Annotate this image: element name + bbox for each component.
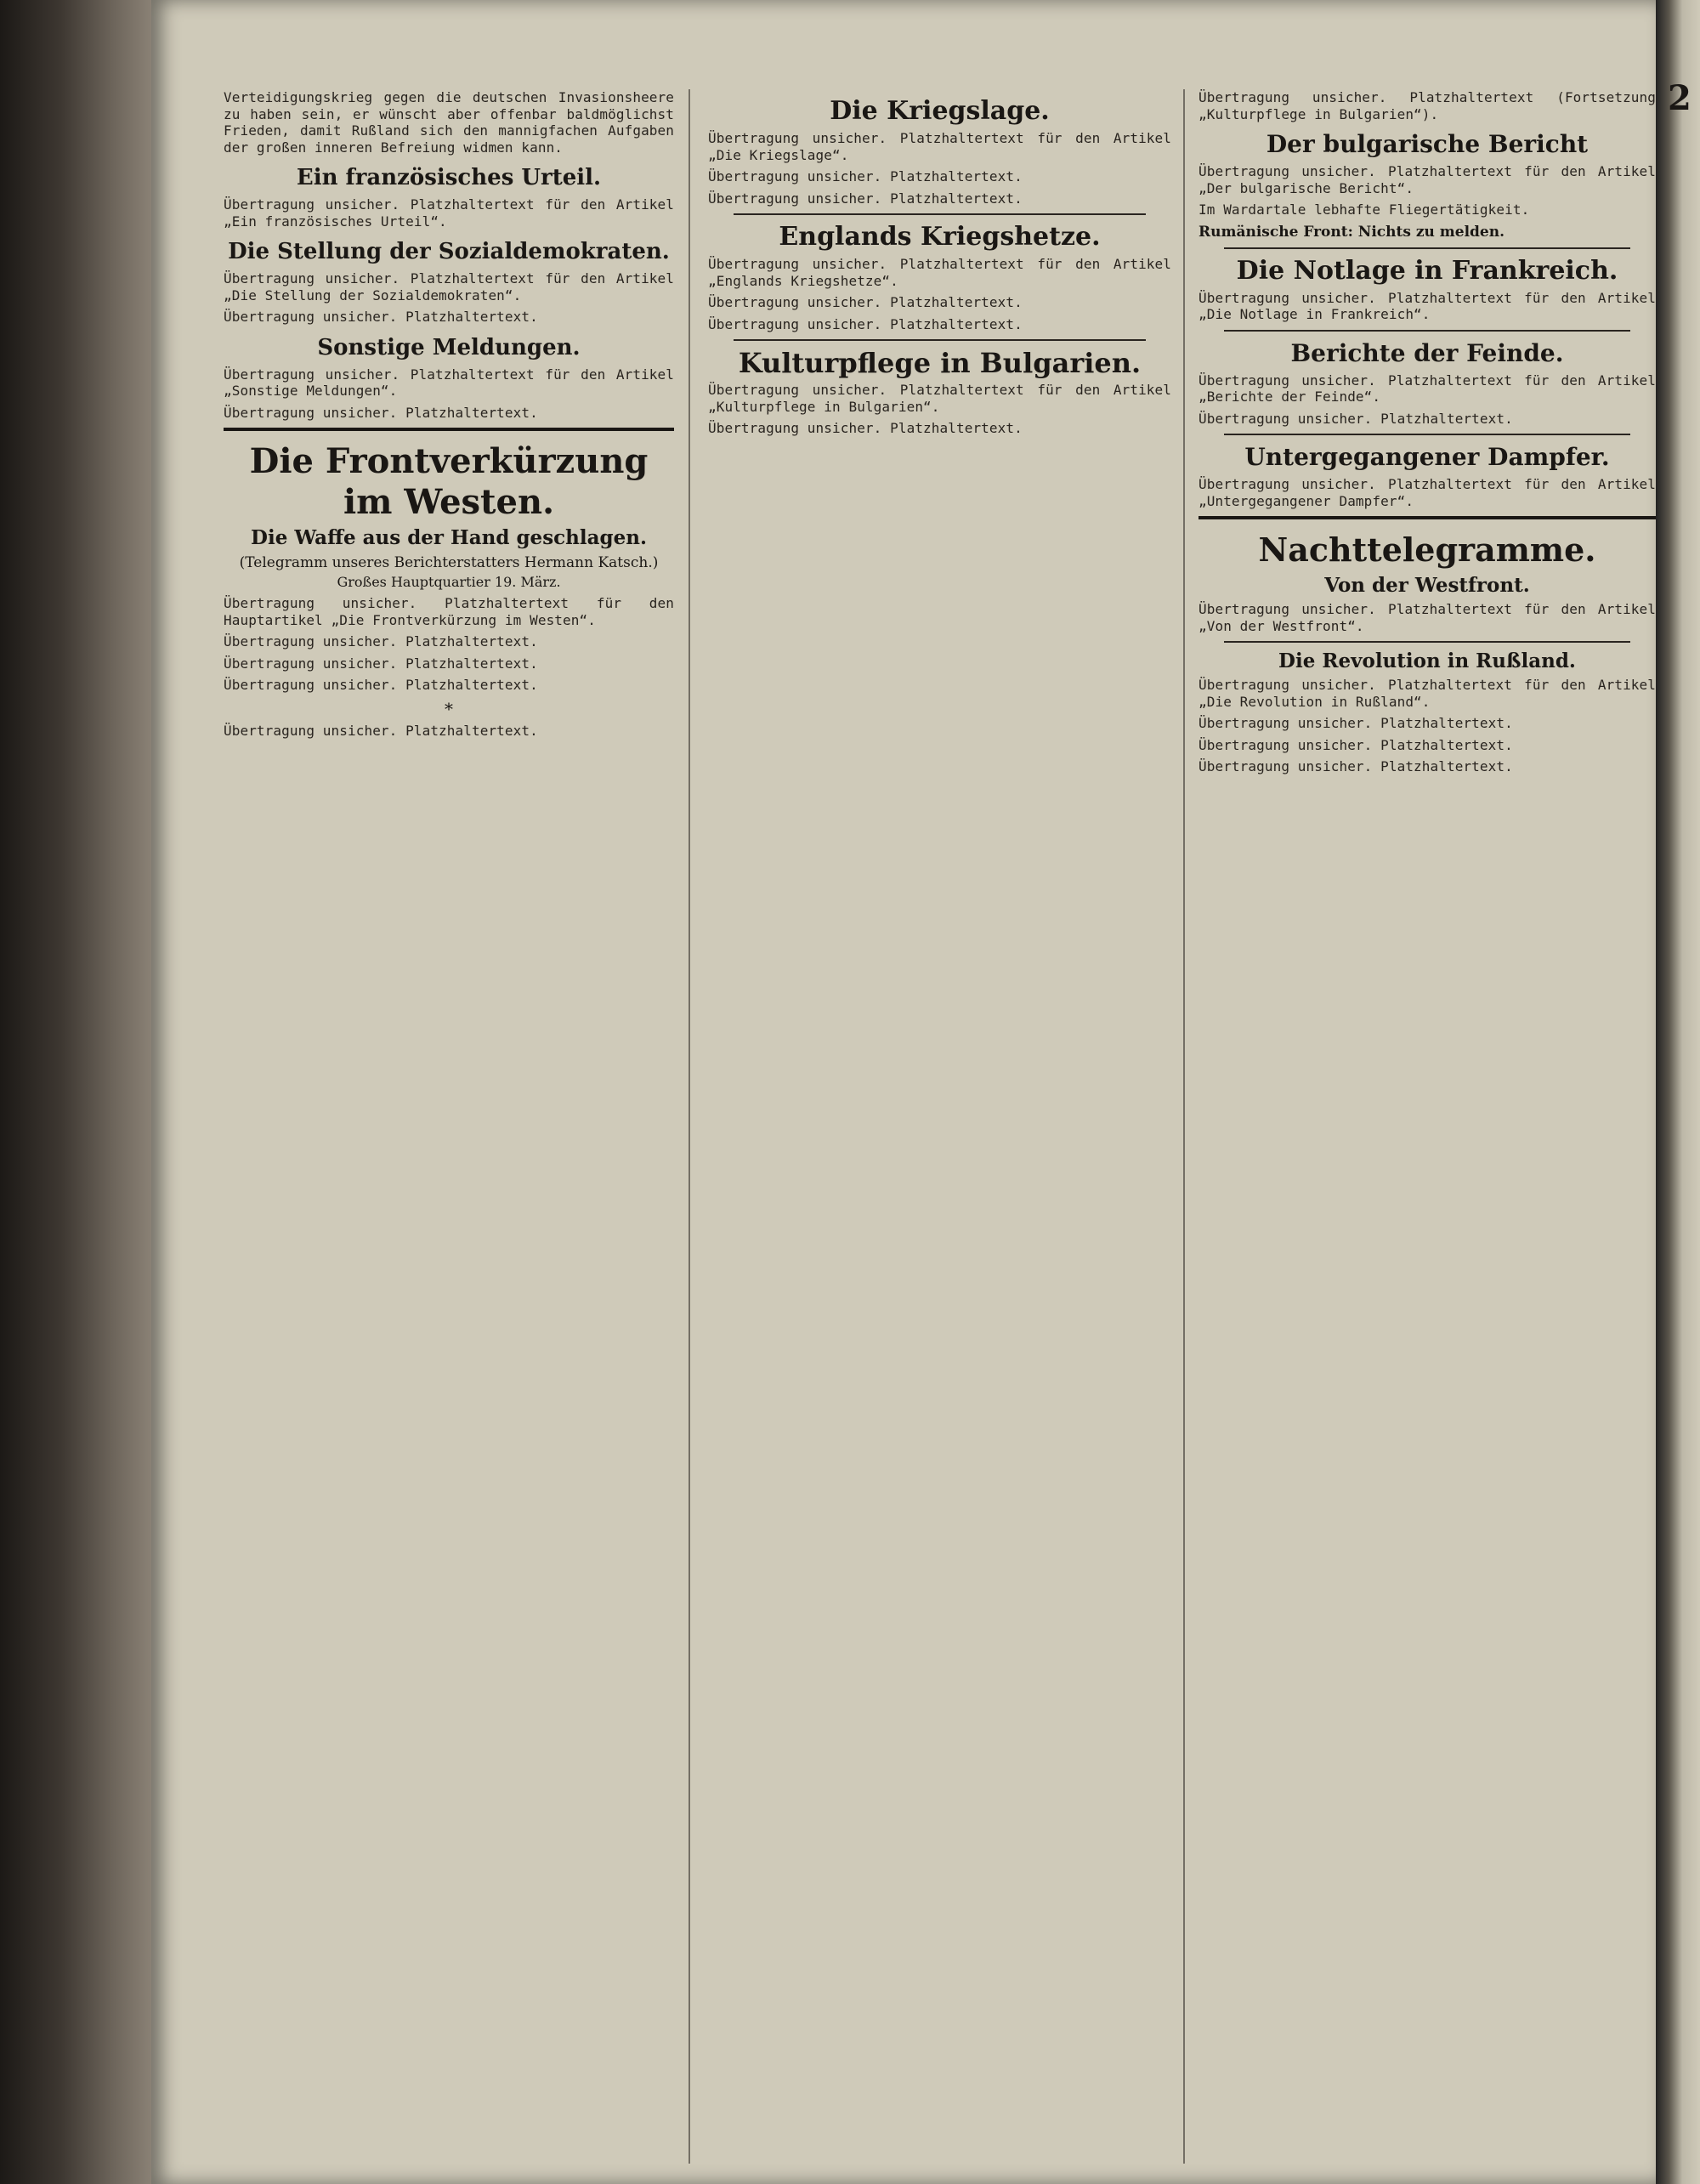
article-text-bulg-1: Übertragung unsicher. Platzhaltertext für den Artikel „Der bulgarische Bericht“.: [1198, 163, 1656, 196]
article-text-england-3: Übertragung unsicher. Platzhaltertext.: [708, 315, 1023, 332]
column-left: [224, 89, 674, 2164]
column-rule-1: [688, 89, 690, 2164]
article-text-rev-1: Übertragung unsicher. Platzhaltertext für den Artikel „Die Revolution in Rußland“.: [1198, 677, 1656, 710]
headline-kriegslage: Die Kriegslage.: [830, 96, 1050, 126]
headline-nachttelegramme: Nachttelegramme.: [1258, 530, 1596, 569]
headline-sozialdemokraten: Die Stellung der Sozialdemokraten.: [228, 239, 670, 264]
article-text-sonstige-2: Übertragung unsicher. Platzhaltertext.: [224, 404, 538, 421]
headline-bulgarischer-bericht: Der bulgarische Bericht: [1266, 130, 1589, 158]
section-rule: [1224, 330, 1630, 332]
article-text-rev-3: Übertragung unsicher. Platzhaltertext.: [1198, 736, 1513, 753]
section-rule: [224, 428, 674, 431]
article-text-feinde-2: Übertragung unsicher. Platzhaltertext.: [1198, 410, 1513, 427]
article-text-kultur-2: Übertragung unsicher. Platzhaltertext.: [708, 420, 1023, 436]
column-rule-2: [1183, 89, 1185, 2164]
article-text-front-3: Übertragung unsicher. Platzhaltertext.: [224, 655, 538, 672]
article-text-feinde-1: Übertragung unsicher. Platzhaltertext für den Artikel „Berichte der Feinde“.: [1198, 372, 1656, 405]
telegram-credit: (Telegramm unseres Berichterstatters Hermann Katsch.): [239, 554, 659, 571]
section-rule: [734, 339, 1146, 341]
newspaper-page: [151, 0, 1656, 2184]
headline-revolution-russland: Die Revolution in Rußland.: [1278, 650, 1576, 672]
headline-notlage-frankreich: Die Notlage in Frankreich.: [1236, 255, 1618, 286]
article-text-notlage: Übertragung unsicher. Platzhaltertext für den Artikel „Die Notlage in Frankreich“.: [1198, 289, 1656, 322]
headline-englands-kriegshetze: Englands Kriegshetze.: [779, 222, 1101, 252]
article-text-kriegslage-2: Übertragung unsicher. Platzhaltertext.: [708, 168, 1023, 184]
article-text-front-1: Übertragung unsicher. Platzhaltertext für den Hauptartikel „Die Frontverkürzung im Westen“.: [224, 595, 674, 628]
article-text-nacht: Übertragung unsicher. Platzhaltertext für den Artikel „Von der Westfront“.: [1198, 601, 1656, 634]
section-rule: [1198, 516, 1656, 519]
headline-frontverkuerzung: Die Frontverkürzung im Westen.: [249, 441, 649, 522]
article-text-rev-2: Übertragung unsicher. Platzhaltertext.: [1198, 715, 1513, 731]
article-text-kriegslage-1: Übertragung unsicher. Platzhaltertext für den Artikel „Die Kriegslage“.: [708, 130, 1171, 163]
section-rule: [1224, 434, 1630, 435]
subheadline-westfront: Von der Westfront.: [1324, 574, 1530, 597]
headline-sonstige-meldungen: Sonstige Meldungen.: [317, 334, 581, 360]
section-rule: [1224, 247, 1630, 249]
article-text-kultur-cont: Übertragung unsicher. Platzhaltertext (Fortsetzung „Kulturpflege in Bulgarien“).: [1198, 89, 1656, 122]
column-middle: [708, 89, 1171, 2164]
star-separator: *: [445, 698, 453, 719]
article-text-sozial-1: Übertragung unsicher. Platzhaltertext für den Artikel „Die Stellung der Sozialdemokraten“.: [224, 270, 674, 303]
headline-franzoesisches-urteil: Ein französisches Urteil.: [296, 165, 602, 190]
dateline-hauptquartier: Großes Hauptquartier 19. März.: [337, 574, 561, 590]
headline-berichte-der-feinde: Berichte der Feinde.: [1290, 338, 1564, 367]
headline-untergegangener-dampfer: Untergegangener Dampfer.: [1244, 443, 1610, 471]
article-text-sozial-2: Übertragung unsicher. Platzhaltertext.: [224, 309, 538, 325]
headline-kulturpflege: Kulturpflege in Bulgarien.: [738, 347, 1142, 379]
article-text-sonstige-1: Übertragung unsicher. Platzhaltertext für den Artikel „Sonstige Meldungen“.: [224, 366, 674, 399]
section-rule: [734, 213, 1146, 215]
article-text-england-2: Übertragung unsicher. Platzhaltertext.: [708, 294, 1023, 310]
column-right: [1198, 89, 1656, 2164]
section-rule: [1224, 641, 1630, 643]
article-text-dampfer: Übertragung unsicher. Platzhaltertext für den Artikel „Untergegangener Dampfer“.: [1198, 476, 1656, 509]
article-text-front-2: Übertragung unsicher. Platzhaltertext.: [224, 633, 538, 650]
article-text-intro: Verteidigungskrieg gegen die deutschen Invasionsheere zu haben sein, er wünscht aber offenbar baldmöglichst Frieden, damit Rußland sich den mannigfachen Aufgaben der großen inneren Befreiung widmen kann.: [224, 89, 674, 156]
article-text-kultur-1: Übertragung unsicher. Platzhaltertext für den Artikel „Kulturpflege in Bulgarien“.: [708, 382, 1171, 415]
article-text-urteil: Übertragung unsicher. Platzhaltertext für den Artikel „Ein französisches Urteil“.: [224, 196, 674, 230]
rumaenische-front-line: Rumänische Front: Nichts zu melden.: [1198, 223, 1505, 241]
next-page-edge: [1656, 0, 1700, 2184]
article-text-bulg-2: Im Wardartale lebhafte Fliegertätigkeit.: [1198, 201, 1530, 218]
page-number: 2: [1668, 78, 1692, 118]
article-text-england-1: Übertragung unsicher. Platzhaltertext für den Artikel „Englands Kriegshetze“.: [708, 256, 1171, 289]
article-text-kriegslage-3: Übertragung unsicher. Platzhaltertext.: [708, 190, 1023, 207]
book-spine: [0, 0, 151, 2184]
article-text-front-4: Übertragung unsicher. Platzhaltertext.: [224, 677, 538, 693]
article-text-front-5: Übertragung unsicher. Platzhaltertext.: [224, 722, 538, 739]
article-text-rev-4: Übertragung unsicher. Platzhaltertext.: [1198, 758, 1513, 774]
subheadline-waffe: Die Waffe aus der Hand geschlagen.: [251, 526, 647, 549]
